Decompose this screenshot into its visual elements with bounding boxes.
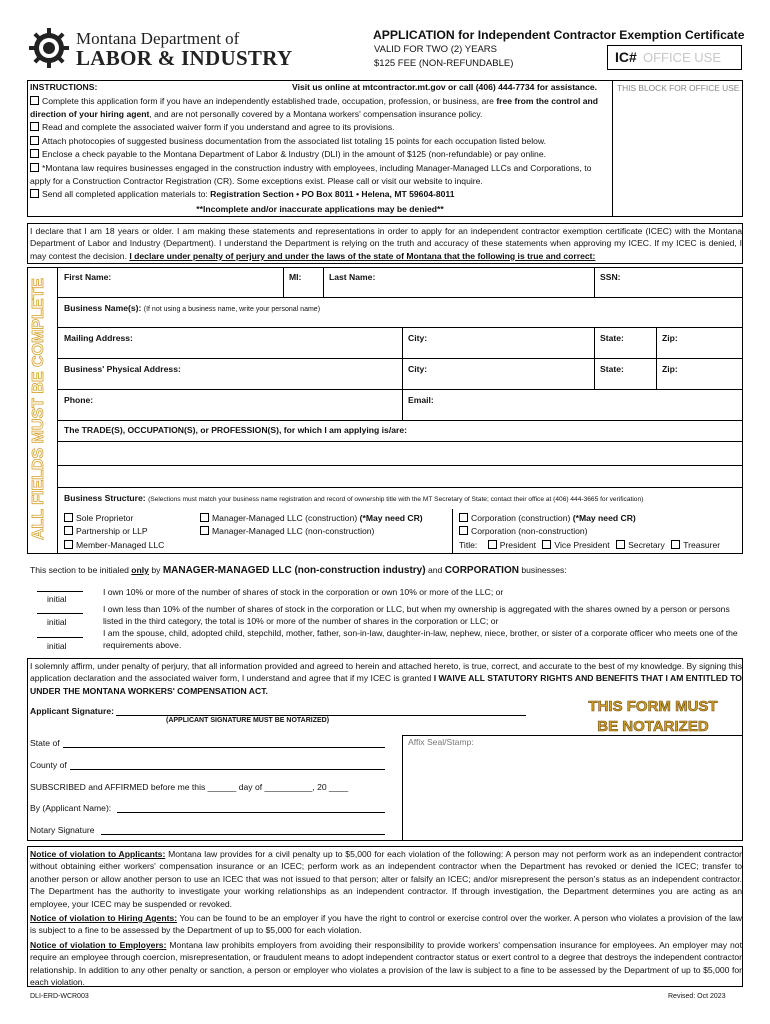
applicant-signature-line[interactable] <box>116 715 526 716</box>
subscribed-line: SUBSCRIBED and AFFIRMED before me this ______ day of __________, 20 ____ <box>30 782 349 792</box>
affirmation-text: I solemnly affirm, under penalty of perjury, that all information provided and agreed to herein and attached hereto, is true, correct, and accurate to the best of my knowledge. By signing this application declaration and the associated waiver form, I understand and agree that if my ICEC is granted I WAIVE ALL STATUTORY RIGHTS AND BENEFITS THAT I AM ENTITLED TO UNDER THE MONTANA WORKERS' COMPENSATION ACT. <box>30 661 742 696</box>
mailing-address-label: Mailing Address: <box>64 333 133 343</box>
checkbox-icon[interactable] <box>30 163 39 172</box>
title-president[interactable]: President <box>488 540 536 550</box>
all-fields-vertical-label: ALL FIELDS MUST BE COMPLETE <box>30 278 47 540</box>
notary-signature-line[interactable] <box>101 834 385 835</box>
last-name-field[interactable] <box>324 283 592 296</box>
initial-label: initial <box>47 617 67 627</box>
option-corporation-construction[interactable]: Corporation (construction) (*May need CR) <box>459 512 720 525</box>
applicant-name-line[interactable] <box>117 812 385 813</box>
instructions-heading: INSTRUCTIONS: <box>30 82 98 92</box>
checkbox-icon[interactable] <box>64 526 73 535</box>
checkbox-icon[interactable] <box>459 513 468 522</box>
notice-applicants: Notice of violation to Applicants: Montana law provides for a civil penalty up to $5,000 for each violation of the following: A person may not perform work as an independent contractor without obtaining either workers' compensation insurance or an ICEC; perform work as an independent contractor when the Department has revoked or denied the ICEC; transfer to another person or allow another person to use an ICEC that was not issued to that person; alter or falsify an ICEC; and/or misrepresent the person's status as an independent contractor. The Department has the authority to investigate your working relationships as an independent contractor. If through investigation, the Department determines you are acting as an employee, your ICEC may be suspended or revoked. <box>30 849 742 909</box>
option-manager-llc-construction[interactable]: Manager-Managed LLC (construction) (*May need CR) <box>200 512 423 525</box>
email-label: Email: <box>408 395 434 405</box>
title-label: Title: <box>459 539 478 550</box>
mi-label: MI: <box>289 272 302 282</box>
business-structure-row <box>64 493 643 503</box>
ic-label: IC# <box>615 49 637 65</box>
checkbox-icon[interactable] <box>616 540 625 549</box>
initials-field-1[interactable] <box>37 580 83 591</box>
revised-date: Revised: Oct 2023 <box>668 993 726 1000</box>
initial-label: initial <box>47 594 67 604</box>
applicant-name-label: By (Applicant Name): <box>30 803 112 813</box>
checkbox-icon[interactable] <box>542 540 551 549</box>
structure-col-1 <box>64 512 164 552</box>
notices <box>30 848 742 988</box>
fee-text: $125 FEE (NON-REFUNDABLE) <box>374 58 514 69</box>
incomplete-warning: **Incomplete and/or inaccurate applications may be denied** <box>196 204 444 214</box>
physical-state-label: State: <box>600 364 624 374</box>
instruction-item: Read and complete the associated waiver form if you understand and agree to its provisions. <box>30 121 608 134</box>
state-of-label: State of <box>30 738 60 748</box>
checkbox-icon[interactable] <box>64 513 73 522</box>
notarized-stamp-line2: BE NOTARIZED <box>597 718 709 735</box>
mailing-state-label: State: <box>600 333 624 343</box>
ssn-label: SSN: <box>600 272 621 282</box>
initials-field-2[interactable] <box>37 602 83 613</box>
business-names-field[interactable] <box>58 315 742 325</box>
title-treasurer[interactable]: Treasurer <box>671 540 720 550</box>
instructions-list <box>30 95 608 201</box>
office-use-label: OFFICE USE <box>643 50 722 65</box>
notarized-stamp-line1: THIS FORM MUST <box>588 698 718 715</box>
checkbox-icon[interactable] <box>30 189 39 198</box>
county-of-label: County of <box>30 760 67 770</box>
title-options <box>459 539 720 552</box>
mailing-zip-label: Zip: <box>662 333 678 343</box>
physical-city-label: City: <box>408 364 428 374</box>
ownership-statement-1: I own 10% or more of the number of shares of stock in the corporation or own 10% or more of the LLC; or <box>103 587 504 597</box>
business-structure-label: Business Structure: <box>64 493 146 503</box>
org-name-line1: Montana Department of <box>76 29 240 48</box>
checkbox-icon[interactable] <box>30 136 39 145</box>
structure-col-3 <box>459 512 720 552</box>
title-vice-president[interactable]: Vice President <box>542 540 609 550</box>
checkbox-icon[interactable] <box>459 526 468 535</box>
checkbox-icon[interactable] <box>64 540 73 549</box>
org-name-line2: LABOR & INDUSTRY <box>76 46 293 70</box>
structure-col-2 <box>200 512 423 539</box>
instruction-item: Attach photocopies of suggested business documentation from the associated list totaling 15 points for each occupation listed below. <box>30 135 608 148</box>
checkbox-icon[interactable] <box>30 149 39 158</box>
declaration-text: I declare that I am 18 years or older. I am making these statements and representations in order to apply for an independent contractor exemption certificate (ICEC) with the Montana Department of Labor and Industry (Department). I understand the Department is relying on the truth and accuracy of these statements when approving my ICEC. If my ICEC is denied, I may contest the decision. I declare under penalty of perjury and under the laws of the state of Montana that the following is true and correct: <box>30 226 742 261</box>
initials-heading: This section to be initialed only by MANAGER-MANAGED LLC (non-construction industry) and CORPORATION businesses: <box>30 565 567 576</box>
physical-address-label: Business' Physical Address: <box>64 364 181 374</box>
instruction-item: *Montana law requires businesses engaged in the construction industry with employees, including Manager-Managed LLCs and Corporations, to apply for a Construction Contractor Registration (CR). Some exceptions exist. Please call or visit our website to inquire. <box>30 162 592 186</box>
affix-seal-label: Affix Seal/Stamp: <box>408 737 474 747</box>
title-secretary[interactable]: Secretary <box>616 540 665 550</box>
first-name-label: First Name: <box>64 272 112 282</box>
checkbox-icon[interactable] <box>200 513 209 522</box>
applicant-signature-label: Applicant Signature: <box>30 706 115 716</box>
form-id: DLI-ERD-WCR003 <box>30 993 89 1000</box>
initials-field-3[interactable] <box>37 626 83 637</box>
gear-seal-icon <box>27 26 71 70</box>
business-names-note: (If not using a business name, write your personal name) <box>143 306 321 313</box>
office-use-block-label: THIS BLOCK FOR OFFICE USE <box>617 83 740 93</box>
contact-info: Visit us online at mtcontractor.mt.gov or call (406) 444-7734 for assistance. <box>292 82 598 92</box>
business-structure-note: (Selections must match your business name registration and record of ownership title with the MT Secretary of State; contact their office at (406) 444-3665 for verification) <box>148 496 644 503</box>
checkbox-icon[interactable] <box>30 96 39 105</box>
first-name-field[interactable] <box>58 283 282 296</box>
business-names-label: Business Name(s): <box>64 303 142 313</box>
trades-label: The TRADE(S), OCCUPATION(S), or PROFESSION(S), for which I am applying is/are: <box>64 425 407 435</box>
checkbox-icon[interactable] <box>30 122 39 131</box>
initial-label: initial <box>47 641 67 651</box>
notice-employers: Notice of violation to Employers: Montana law prohibits employers from avoiding their responsibility to provide workers' compensation insurance for employees. An employer may not require an employee through coercion, misrepresentation, or fraudulent means to adopt independent contractor status or exert control to a degree that destroys the independent contractor relationship. In addition to any other penalty or sanction, a person or employer who violates a provision of the law is subject to a fine to be assessed by the Department of up to $5,000 for each violation. <box>30 939 742 988</box>
county-of-line[interactable] <box>70 769 385 770</box>
instruction-item: Complete this application form if you have an independently established trade, occupation, profession, or business, are free from the control and direction of your hiring agent, and are not personally covered by a Montana workers' compensation insurance policy. <box>30 96 599 119</box>
signature-note: (APPLICANT SIGNATURE MUST BE NOTARIZED) <box>166 717 330 724</box>
validity-text: VALID FOR TWO (2) YEARS <box>374 44 497 55</box>
option-manager-llc-nonconstruction[interactable]: Manager-Managed LLC (non-construction) <box>200 525 423 538</box>
ownership-statement-3: I am the spouse, child, adopted child, stepchild, mother, father, son-in-law, daughter-in-law, nephew, niece, brother, or sister of a corporate officer who meets one of the requirements above. <box>103 628 738 651</box>
checkbox-icon[interactable] <box>488 540 497 549</box>
state-of-line[interactable] <box>63 747 385 748</box>
ownership-statement-2: I own less than 10% of the number of shares of stock in the corporation or LLC, but when my ownership is aggregated with the shares owned by a person or persons listed in the third category, the total is 10% or more of the number of shares in the corporation or LLC; or <box>103 604 730 627</box>
option-partnership[interactable]: Partnership or LLP <box>64 525 164 538</box>
mailing-city-label: City: <box>408 333 428 343</box>
ic-number-box[interactable] <box>607 45 742 70</box>
business-names-row <box>64 303 320 313</box>
instruction-item: Send all completed application materials to: Registration Section • PO Box 8011 • Helena, MT 59604-8011 <box>30 188 608 201</box>
notice-hiring-agents: Notice of violation to Hiring Agents: You can be found to be an employer if you have the right to control or exercise control over the worker. A person who violates a provision of the law is subject to a fine to be assessed by the Department of up to $5,000 for each violation. <box>30 913 742 936</box>
phone-label: Phone: <box>64 395 94 405</box>
checkbox-icon[interactable] <box>671 540 680 549</box>
trades-field[interactable] <box>58 440 742 484</box>
dli-logo <box>27 26 71 70</box>
notary-signature-label: Notary Signature <box>30 825 95 835</box>
checkbox-icon[interactable] <box>200 526 209 535</box>
last-name-label: Last Name: <box>329 272 376 282</box>
option-sole-proprietor[interactable]: Sole Proprietor <box>64 512 164 525</box>
option-corporation-nonconstruction[interactable]: Corporation (non-construction) <box>459 525 720 538</box>
physical-zip-label: Zip: <box>662 364 678 374</box>
form-title: APPLICATION for Independent Contractor Exemption Certificate <box>373 28 745 42</box>
option-member-managed-llc[interactable]: Member-Managed LLC <box>64 539 164 552</box>
instruction-item: Enclose a check payable to the Montana Department of Labor & Industry (DLI) in the amount of $125 (non-refundable) or pay online. <box>30 148 608 161</box>
